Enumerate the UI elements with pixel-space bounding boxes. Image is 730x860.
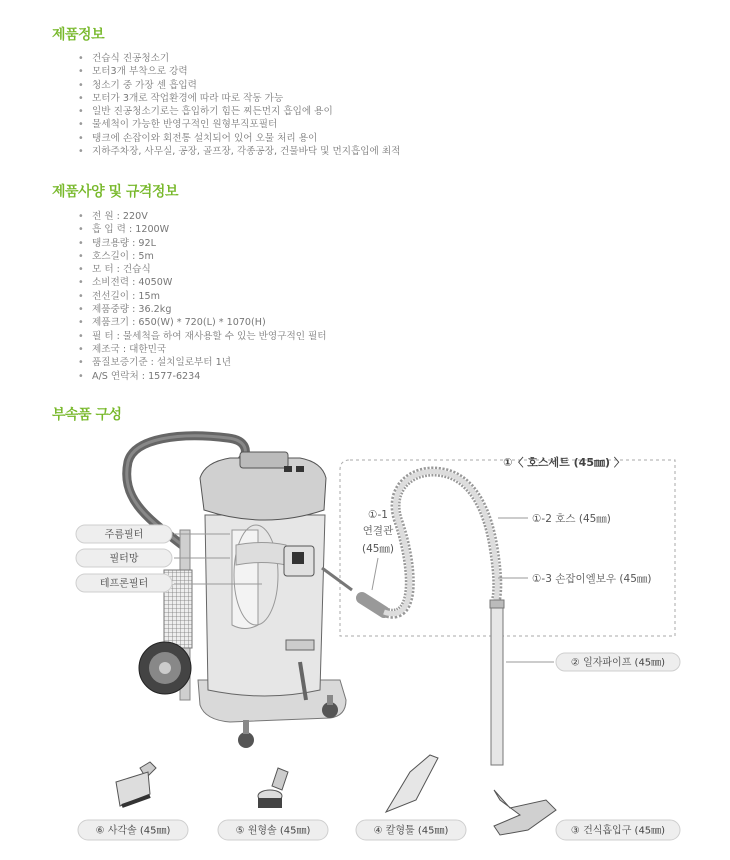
list-item: • 호스길이 : 5m <box>78 250 327 263</box>
filter-label <box>76 525 172 543</box>
hose-set-title: ①〈 호스세트 (45㎜) 〉 <box>503 456 625 469</box>
list-item: • 청소기 중 가장 센 흡입력 <box>78 79 400 92</box>
list-item: • 필 터 : 물세척을 하여 재사용할 수 있는 반영구적인 필터 <box>78 330 327 343</box>
filter-label-text: 주름필터 <box>104 529 144 541</box>
part-label <box>78 820 188 840</box>
connector-number: ①-1 <box>368 509 388 521</box>
filter-label <box>76 549 172 567</box>
straight-pipe <box>491 605 503 765</box>
list-item: • 건습식 진공청소기 <box>78 52 400 65</box>
product-info-list <box>78 52 400 158</box>
section-title-spec: 제품사양 및 규격정보 <box>52 184 178 200</box>
list-item: • 모터가 3개로 작업환경에 따라 따로 작동 가능 <box>78 92 400 105</box>
list-item: • 제품크기 : 650(W) * 720(L) * 1070(H) <box>78 316 327 329</box>
list-item: • 물세척이 가능한 반영구적인 원형부직포필터 <box>78 118 400 131</box>
lid-handle <box>240 452 288 468</box>
part-label-text: ⑥ 사각솔 (45㎜) <box>95 825 171 837</box>
list-item: • 탱크에 손잡이와 회전통 설치되어 있어 오물 처리 용이 <box>78 132 400 145</box>
dry-nozzle <box>494 790 556 835</box>
round-brush-tool <box>258 768 288 808</box>
list-item: • 제조국 : 대한민국 <box>78 343 327 356</box>
part-label <box>556 820 680 840</box>
list-item: • 흡 입 력 : 1200W <box>78 223 327 236</box>
hose-label: ①-2 호스 (45㎜) <box>532 513 611 525</box>
section-title-product-info: 제품정보 <box>52 27 105 43</box>
spec-list <box>78 210 327 383</box>
filter-label-text: 테프론필터 <box>99 578 149 590</box>
list-item: • 탱크용량 : 92L <box>78 237 327 250</box>
pipe-label-text: ② 일자파이프 (45㎜) <box>570 657 666 669</box>
caster-wheel <box>238 732 254 748</box>
list-item: • 전 원 : 220V <box>78 210 327 223</box>
square-brush-tool <box>116 762 156 806</box>
elbow-label: ①-3 손잡이엘보우 (45㎜) <box>532 573 652 585</box>
crevice-tool <box>386 755 438 812</box>
list-item: • 전선길이 : 15m <box>78 290 327 303</box>
list-item: • 품질보증기준 : 설치일로부터 1년 <box>78 356 327 369</box>
connector-size: (45㎜) <box>361 543 395 555</box>
list-item: • 일반 진공청소기로는 흡입하기 힘든 찌든먼지 흡입에 용이 <box>78 105 400 118</box>
list-item: • 소비전력 : 4050W <box>78 276 327 289</box>
part-label <box>218 820 328 840</box>
connector-pipe <box>362 598 384 612</box>
section-title-parts: 부속품 구성 <box>52 407 122 423</box>
hose-connector <box>322 568 352 590</box>
connector-name: 연결관 <box>362 525 394 537</box>
part-label <box>356 820 466 840</box>
parts-diagram <box>0 420 730 860</box>
hose <box>384 472 497 614</box>
list-item: • A/S 연락처 : 1577-6234 <box>78 370 327 383</box>
list-item: • 모 터 : 건습식 <box>78 263 327 276</box>
part-label-text: ③ 건식흡입구 (45㎜) <box>570 825 666 837</box>
part-label-text: ④ 칼형툴 (45㎜) <box>373 825 449 837</box>
list-item: • 모터3개 부착으로 강력 <box>78 65 400 78</box>
filter-label-text: 필터망 <box>109 553 139 565</box>
pipe-label <box>556 653 680 671</box>
list-item: • 지하주차장, 사무실, 공장, 골프장, 각종공장, 건물바닥 및 먼지흡입에 최적 <box>78 145 400 158</box>
part-label-text: ⑤ 원형솔 (45㎜) <box>235 825 311 837</box>
list-item: • 제품중량 : 36.2kg <box>78 303 327 316</box>
filter-label <box>76 574 172 592</box>
